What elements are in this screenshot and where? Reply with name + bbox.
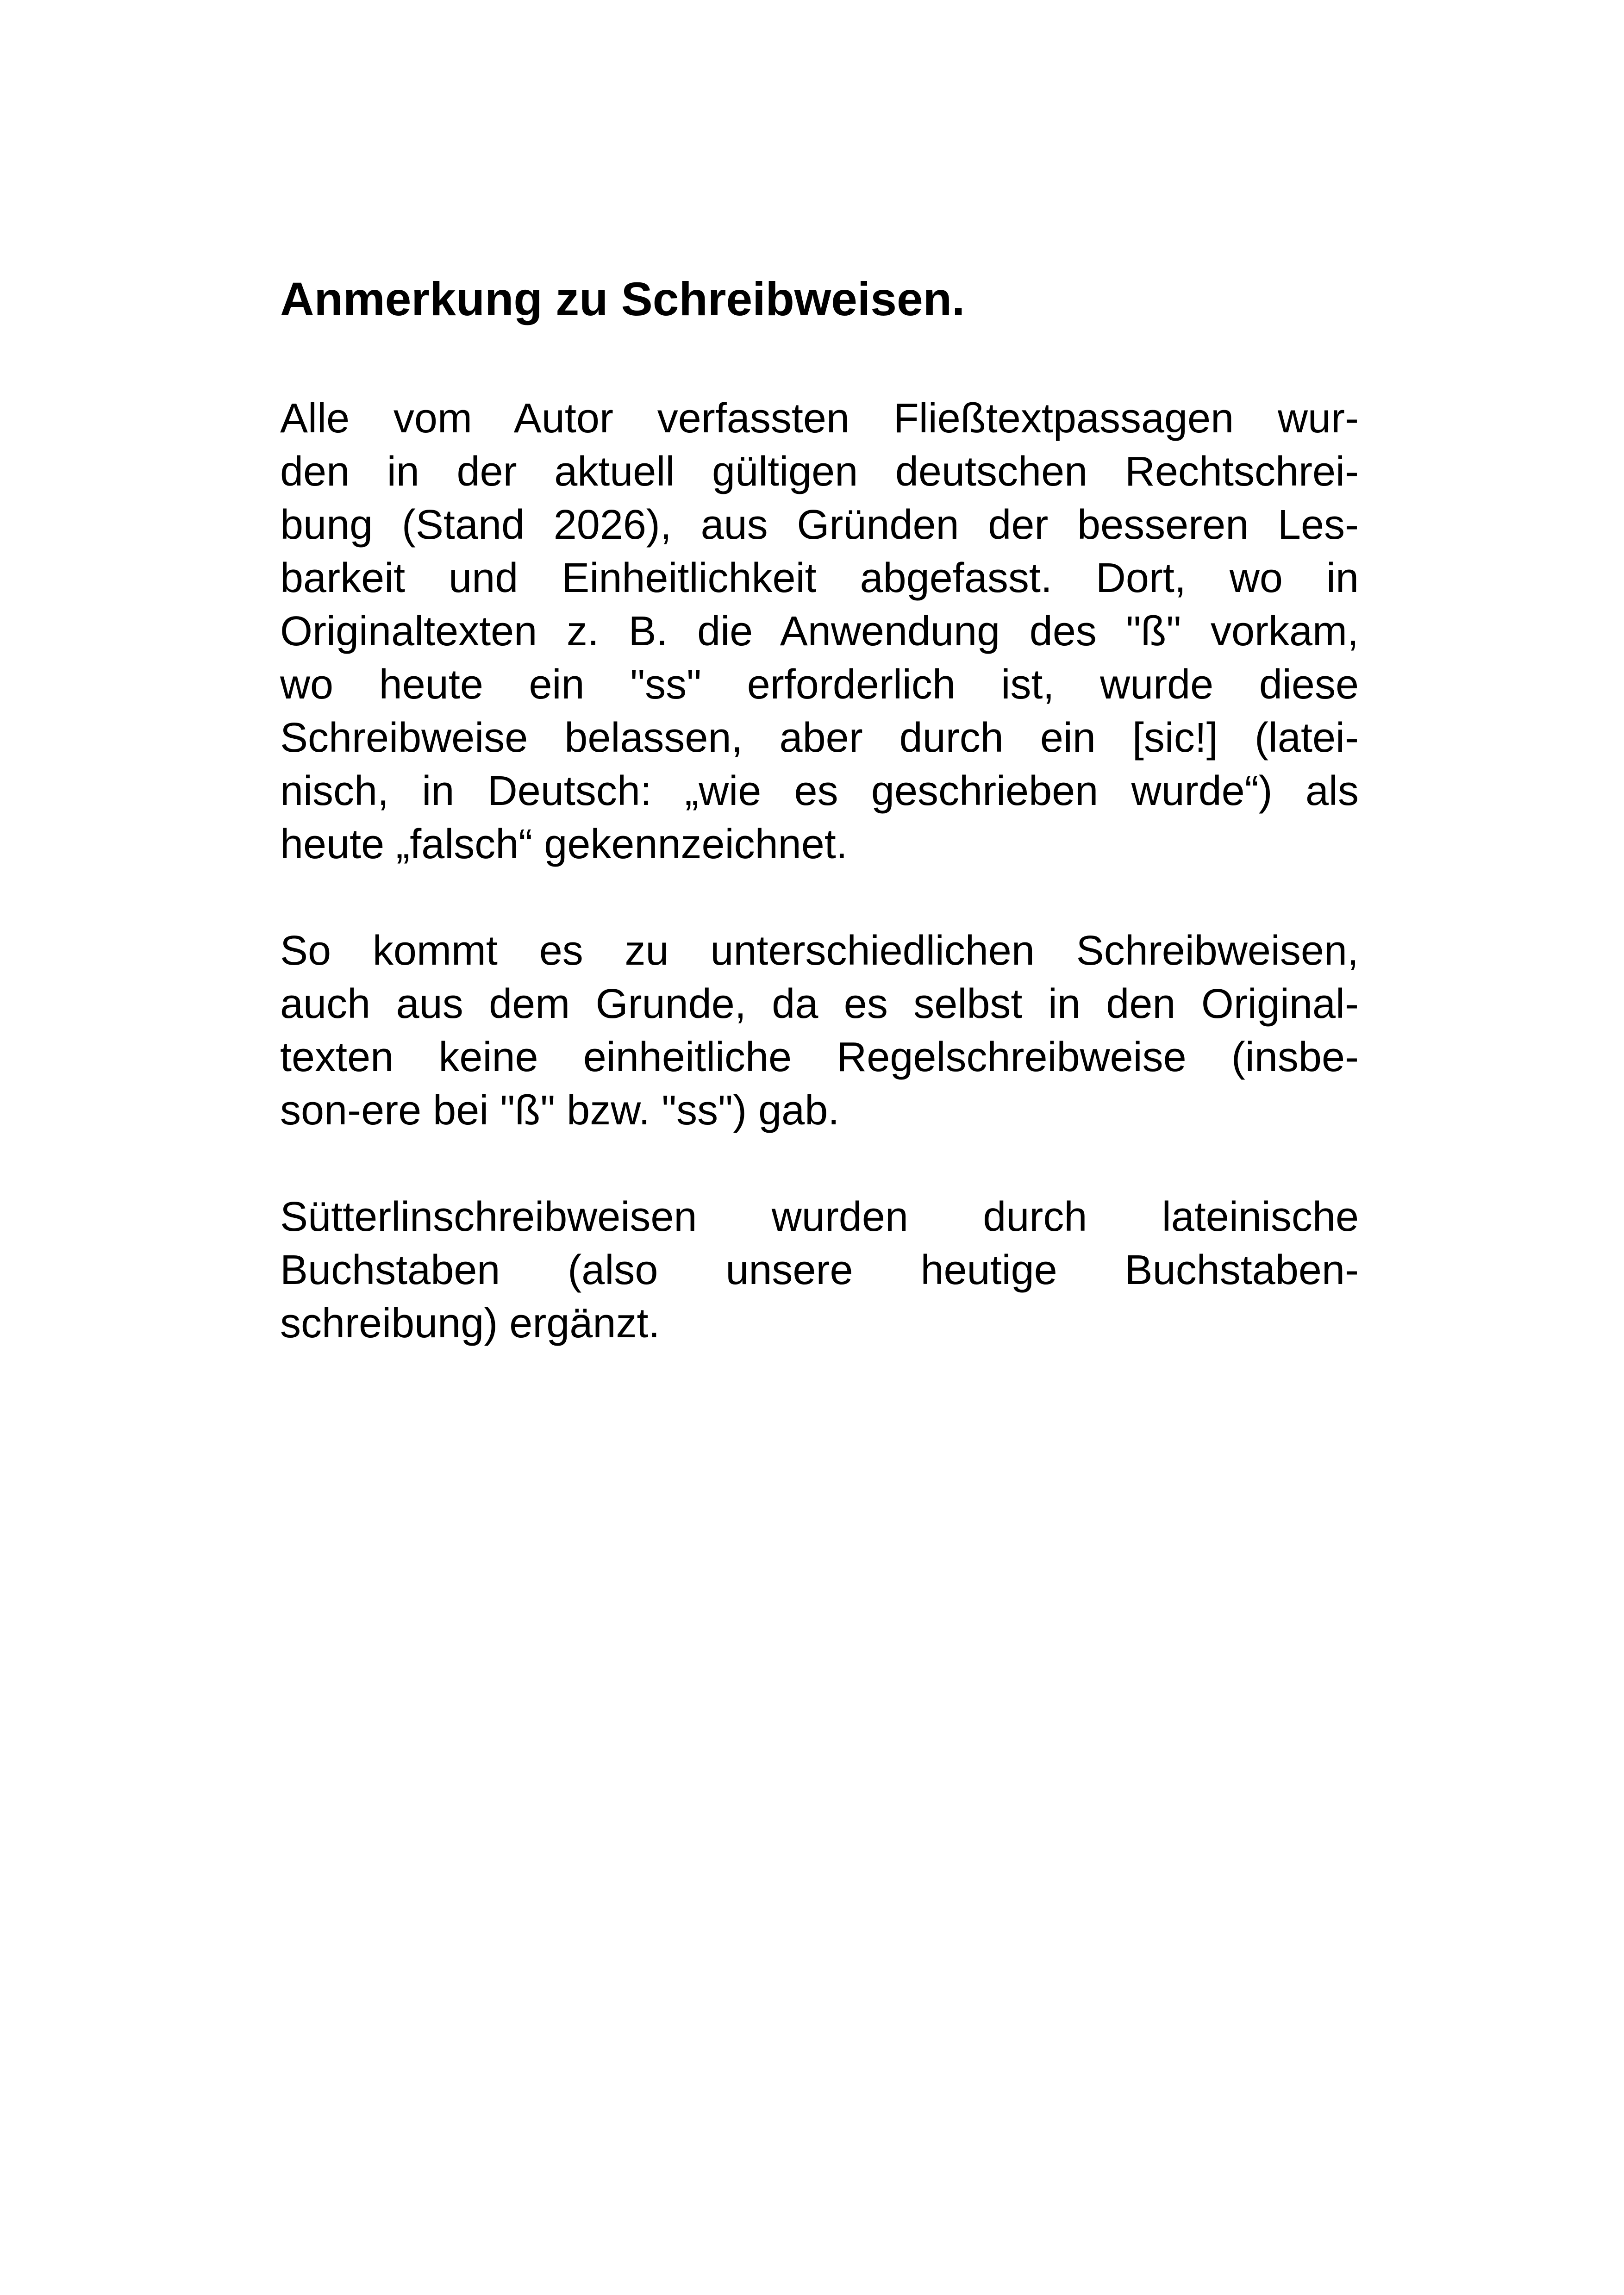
text-line: Alle vom Autor verfassten Fließtextpassagen wur-: [280, 395, 1359, 442]
text-line: Buchstaben (also unsere heutige Buchstaben-: [280, 1247, 1359, 1294]
paragraph-suetterlin: [280, 1191, 1359, 1350]
text-line: Schreibweise belassen, aber durch ein [sic!] (latei-: [280, 715, 1359, 761]
paragraph-spelling-rules: [280, 392, 1359, 871]
text-line: So kommt es zu unterschiedlichen Schreibweisen,: [280, 928, 1359, 974]
document-heading: Anmerkung zu Schreibweisen.: [280, 273, 965, 325]
text-line: wo heute ein "ss" erforderlich ist, wurde diese: [280, 661, 1359, 708]
text-line: Originaltexten z. B. die Anwendung des "ß" vorkam,: [280, 608, 1359, 655]
text-line: Sütterlinschreibweisen wurden durch lateinische: [280, 1194, 1359, 1241]
text-line: schreibung) ergänzt.: [280, 1300, 660, 1347]
document-content: [280, 271, 1359, 1350]
text-line: nisch, in Deutsch: „wie es geschrieben wurde“) als: [280, 768, 1359, 815]
text-line: heute „falsch“ gekennzeichnet.: [280, 821, 848, 868]
text-line: son-ere bei "ß" bzw. "ss") gab.: [280, 1087, 840, 1134]
text-line: barkeit und Einheitlichkeit abgefasst. Dort, wo in: [280, 555, 1359, 602]
paragraph-varying-spellings: [280, 924, 1359, 1137]
text-line: texten keine einheitliche Regelschreibweise (insbe-: [280, 1034, 1359, 1081]
text-line: bung (Stand 2026), aus Gründen der besseren Les-: [280, 502, 1359, 549]
text-line: den in der aktuell gültigen deutschen Rechtschrei-: [280, 449, 1359, 495]
text-line: auch aus dem Grunde, da es selbst in den Original-: [280, 981, 1359, 1028]
